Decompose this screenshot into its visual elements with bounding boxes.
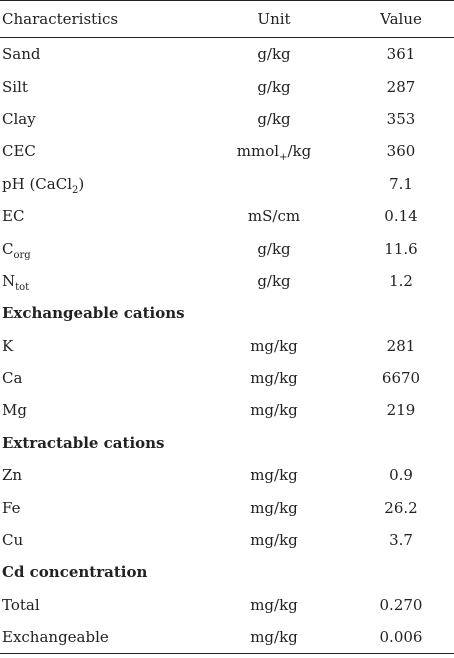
row-name: Silt — [2, 77, 28, 96]
section-title-exchangeable-cations: Exchangeable cations — [2, 304, 185, 323]
row-value: 360 — [386, 142, 416, 161]
row-unit: g/kg — [257, 271, 291, 290]
row-unit: g/kg — [257, 109, 291, 128]
row-unit — [200, 168, 348, 200]
row-unit: mg/kg — [250, 401, 298, 420]
row-value: 361 — [386, 45, 416, 64]
table-row — [0, 232, 454, 264]
name-base: N — [2, 271, 16, 290]
row-value: 281 — [386, 336, 416, 355]
name-tail: ) — [78, 174, 85, 193]
row-value: 0.9 — [389, 466, 413, 485]
row-name: Exchangeable — [0, 621, 200, 654]
name-subscript: 2 — [72, 184, 79, 196]
row-name — [0, 232, 200, 264]
row-name: Total — [2, 595, 40, 614]
row-value: 0.270 — [379, 595, 423, 614]
table-row — [0, 621, 454, 654]
name-subscript: tot — [15, 281, 30, 293]
row-name: CEC — [2, 142, 36, 161]
table-row — [0, 394, 454, 426]
table-row — [0, 589, 454, 621]
row-unit — [200, 135, 348, 167]
row-unit: mg/kg — [250, 466, 298, 485]
row-value: 353 — [386, 109, 416, 128]
table-row — [0, 491, 454, 523]
unit-subscript: + — [279, 152, 288, 164]
table-row — [0, 265, 454, 297]
header-value: Value — [348, 1, 454, 38]
table-header — [0, 1, 454, 38]
row-unit: mS/cm — [247, 207, 301, 226]
name-base: C — [2, 239, 14, 258]
row-name: Sand — [2, 45, 41, 64]
row-value: 6670 — [381, 369, 421, 388]
unit-tail: /kg — [287, 142, 312, 161]
table-row — [0, 330, 454, 362]
table-row — [0, 524, 454, 556]
row-name: Clay — [2, 109, 36, 128]
row-unit: g/kg — [257, 45, 291, 64]
row-value: 11.6 — [384, 239, 418, 258]
row-value: 287 — [386, 77, 416, 96]
row-name: Fe — [2, 498, 21, 517]
section-header-row — [0, 556, 454, 588]
row-value: 0.006 — [348, 621, 454, 654]
table-row — [0, 459, 454, 491]
row-unit: mg/kg — [250, 336, 298, 355]
name-base: pH (CaCl — [2, 174, 72, 193]
row-value: 219 — [386, 401, 416, 420]
row-unit: mg/kg — [250, 369, 298, 388]
row-value: 3.7 — [389, 531, 413, 550]
header-row — [0, 1, 454, 38]
section-header-row — [0, 427, 454, 459]
table-row — [0, 103, 454, 135]
row-value: 1.2 — [389, 271, 413, 290]
table-row — [0, 362, 454, 394]
table-row — [0, 200, 454, 232]
table-row — [0, 38, 454, 71]
row-unit: g/kg — [257, 239, 291, 258]
section-title-extractable-cations: Extractable cations — [2, 433, 165, 452]
section-title-cd-concentration: Cd concentration — [2, 563, 148, 582]
row-name: Ca — [2, 369, 23, 388]
header-unit: Unit — [200, 1, 348, 38]
row-unit: mg/kg — [250, 531, 298, 550]
unit-base: mmol — [236, 142, 280, 161]
table-row — [0, 168, 454, 200]
row-name: Mg — [2, 401, 27, 420]
table-row — [0, 70, 454, 102]
row-name: Cu — [2, 531, 24, 550]
row-value: 0.14 — [384, 207, 418, 226]
row-name: EC — [2, 207, 25, 226]
row-name — [0, 168, 200, 200]
row-name: Zn — [2, 466, 23, 485]
section-header-row — [0, 297, 454, 329]
row-value: 7.1 — [389, 174, 413, 193]
row-unit: g/kg — [257, 77, 291, 96]
row-name — [0, 265, 200, 297]
table-body — [0, 38, 454, 654]
name-subscript: org — [13, 249, 31, 261]
row-value: 26.2 — [384, 498, 418, 517]
row-unit: mg/kg — [250, 595, 298, 614]
row-unit: mg/kg — [200, 621, 348, 654]
table-row — [0, 135, 454, 167]
row-unit: mg/kg — [250, 498, 298, 517]
row-name: K — [2, 336, 14, 355]
header-characteristics: Characteristics — [0, 1, 200, 38]
